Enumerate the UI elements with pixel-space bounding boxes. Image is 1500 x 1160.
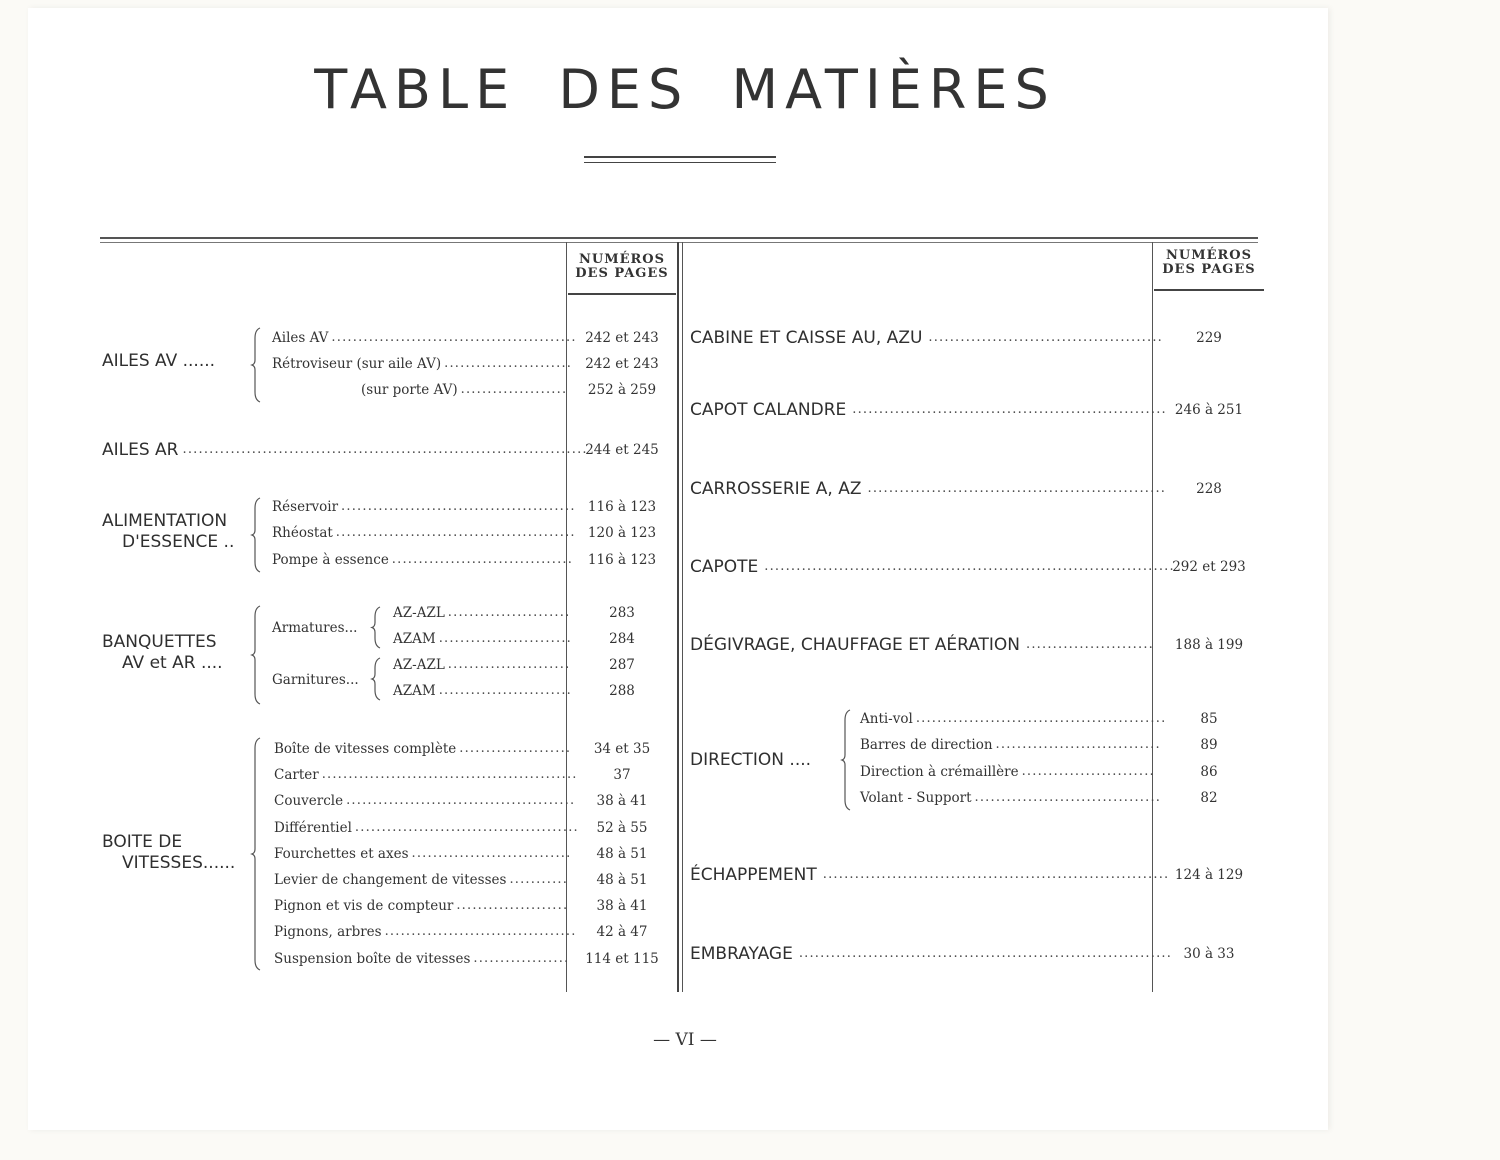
section-title: D'ESSENCE ..	[122, 532, 235, 552]
leader-dots: ...............................................	[915, 711, 1167, 726]
leader-dots: ..............................................	[331, 330, 577, 345]
table-top-rule	[100, 237, 1258, 239]
entry-label: AZ-AZL	[393, 605, 445, 621]
leader-dots: ..................................	[391, 552, 574, 567]
page-number: 116 à 123	[587, 499, 657, 515]
entry-label: Fourchettes et axes	[274, 846, 409, 862]
entry-label: Ailes AV	[272, 330, 329, 346]
group-label: Armatures...	[272, 620, 358, 636]
page-number: 30 à 33	[1183, 946, 1235, 962]
leader-dots: .....................	[459, 741, 572, 756]
section-title: AILES AV ......	[102, 351, 216, 371]
leader-dots: ...........................................	[346, 793, 576, 808]
leader-dots: ..............................	[411, 846, 572, 861]
page-number: 292 et 293	[1172, 559, 1246, 575]
title-underline	[584, 156, 776, 163]
page-number: 288	[609, 683, 635, 699]
page-number: 34 et 35	[593, 741, 651, 757]
leader-dots: ............................................	[928, 330, 1164, 345]
page-number: 114 et 115	[585, 951, 659, 967]
section-title: ALIMENTATION	[102, 511, 228, 531]
page-number: 120 à 123	[587, 525, 657, 541]
entry-label: AZ-AZL	[393, 657, 445, 673]
section-title: AILES AR	[102, 440, 179, 460]
center-double-rule-a	[677, 242, 679, 992]
entry-label: Pignons, arbres	[274, 924, 382, 940]
leader-dots: ................................................	[321, 767, 578, 782]
page-number: 48 à 51	[596, 846, 648, 862]
leader-dots: ...........	[509, 872, 569, 887]
leader-dots: ............................................	[341, 499, 576, 514]
entry-label: Anti-vol	[860, 711, 913, 727]
entry-label: Direction à crémaillère	[860, 764, 1019, 780]
entry-label: Réservoir	[272, 499, 339, 515]
brace-icon	[252, 606, 262, 704]
leader-dots: .................................................................	[822, 867, 1170, 882]
page-number: 85	[1200, 711, 1218, 727]
left-column-header-line1: NUMÉROS	[578, 252, 666, 267]
page-number: 246 à 251	[1174, 402, 1244, 418]
leader-dots: ........................	[444, 356, 573, 371]
right-column-header	[1154, 249, 1264, 277]
page-number: 124 à 129	[1174, 867, 1244, 883]
section-title: EMBRAYAGE	[690, 944, 793, 964]
leader-dots: ..........................................	[354, 820, 579, 835]
page-title: TABLE DES MATIÈRES	[314, 58, 1056, 121]
leader-dots: ....................	[460, 382, 568, 397]
entry-label: Carter	[274, 767, 319, 783]
page-number: 228	[1196, 481, 1222, 497]
entry-label: AZAM	[393, 631, 436, 647]
left-column-header	[568, 253, 676, 281]
entry-label: (sur porte AV)	[361, 382, 458, 398]
page-number: 284	[609, 631, 635, 647]
page-number: 86	[1200, 764, 1218, 780]
leader-dots: .......................	[447, 605, 571, 620]
section-title: DIRECTION ....	[690, 750, 812, 770]
entry-label: Boîte de vitesses complète	[274, 741, 457, 757]
brace-icon	[252, 738, 262, 970]
brace-icon	[252, 328, 262, 402]
leader-dots: .............................................	[335, 525, 576, 540]
left-header-underline	[568, 293, 676, 295]
entry-label: Volant - Support	[860, 790, 972, 806]
entry-label: Couvercle	[274, 793, 344, 809]
section-title: CAPOTE	[690, 557, 759, 577]
center-double-rule-b	[682, 242, 683, 992]
page-number: 37	[613, 767, 631, 783]
page-number: 242 et 243	[585, 330, 659, 346]
brace-icon	[842, 710, 852, 810]
right-header-underline	[1154, 289, 1264, 291]
entry-label: Pignon et vis de compteur	[274, 898, 454, 914]
entry-label: Rhéostat	[272, 525, 333, 541]
left-column-header-line2: DES PAGES	[575, 266, 669, 281]
entry-label: Différentiel	[274, 820, 352, 836]
leader-dots: .....................	[456, 898, 569, 913]
leader-dots: .............................................................................	[764, 559, 1175, 574]
section-title: DÉGIVRAGE, CHAUFFAGE ET AÉRATION	[690, 635, 1021, 655]
page-number: 89	[1200, 737, 1218, 753]
leader-dots: .........................	[438, 631, 572, 646]
section-title: BANQUETTES	[102, 632, 217, 652]
page-number: 38 à 41	[596, 898, 648, 914]
section-title: CABINE ET CAISSE AU, AZU	[690, 328, 923, 348]
page-number: 242 et 243	[585, 356, 659, 372]
leader-dots: ...................................	[974, 790, 1162, 805]
leader-dots: .........................	[438, 683, 572, 698]
page-number: 252 à 259	[587, 382, 657, 398]
section-title: CARROSSERIE A, AZ	[690, 479, 862, 499]
right-column-header-line2: DES PAGES	[1162, 262, 1256, 277]
brace-icon	[372, 607, 382, 648]
section-title: CAPOT CALANDRE	[690, 400, 847, 420]
page-number: 283	[609, 605, 635, 621]
leader-dots: ..................	[473, 951, 570, 966]
table-top-rule-thin	[100, 242, 1258, 243]
entry-label: Suspension boîte de vitesses	[274, 951, 471, 967]
leader-dots: ........................................................	[867, 481, 1167, 496]
section-title: ÉCHAPPEMENT	[690, 865, 817, 885]
entry-label: Levier de changement de vitesses	[274, 872, 507, 888]
brace-icon	[252, 498, 262, 572]
page-number: 82	[1200, 790, 1218, 806]
leader-dots: ............................................................................	[182, 442, 588, 457]
leader-dots: .........................	[1021, 764, 1155, 779]
page-number-footer: — VI —	[653, 1030, 717, 1050]
page-number: 188 à 199	[1174, 637, 1244, 653]
leader-dots: .......................	[447, 657, 571, 672]
page-number: 244 et 245	[585, 442, 659, 458]
leader-dots: ...........................................................	[852, 402, 1167, 417]
page-number: 38 à 41	[596, 793, 648, 809]
entry-label: Barres de direction	[860, 737, 993, 753]
page-number: 48 à 51	[596, 872, 648, 888]
group-label: Garnitures...	[272, 672, 359, 688]
leader-dots: ......................................................................	[798, 946, 1173, 961]
right-column-header-line1: NUMÉROS	[1165, 248, 1253, 263]
page-number: 116 à 123	[587, 552, 657, 568]
entry-label: AZAM	[393, 683, 436, 699]
page-number: 287	[609, 657, 635, 673]
brace-icon	[372, 658, 382, 700]
entry-label: Rétroviseur (sur aile AV)	[272, 356, 442, 372]
page-number: 42 à 47	[596, 924, 648, 940]
leader-dots: ...............................	[995, 737, 1161, 752]
section-title: AV et AR ....	[122, 653, 223, 673]
page-number: 52 à 55	[596, 820, 648, 836]
section-title: VITESSES......	[122, 853, 236, 873]
leader-dots: ....................................	[384, 924, 577, 939]
page-number: 229	[1196, 330, 1222, 346]
section-title: BOITE DE	[102, 832, 183, 852]
leader-dots: ........................	[1026, 637, 1154, 652]
entry-label: Pompe à essence	[272, 552, 389, 568]
